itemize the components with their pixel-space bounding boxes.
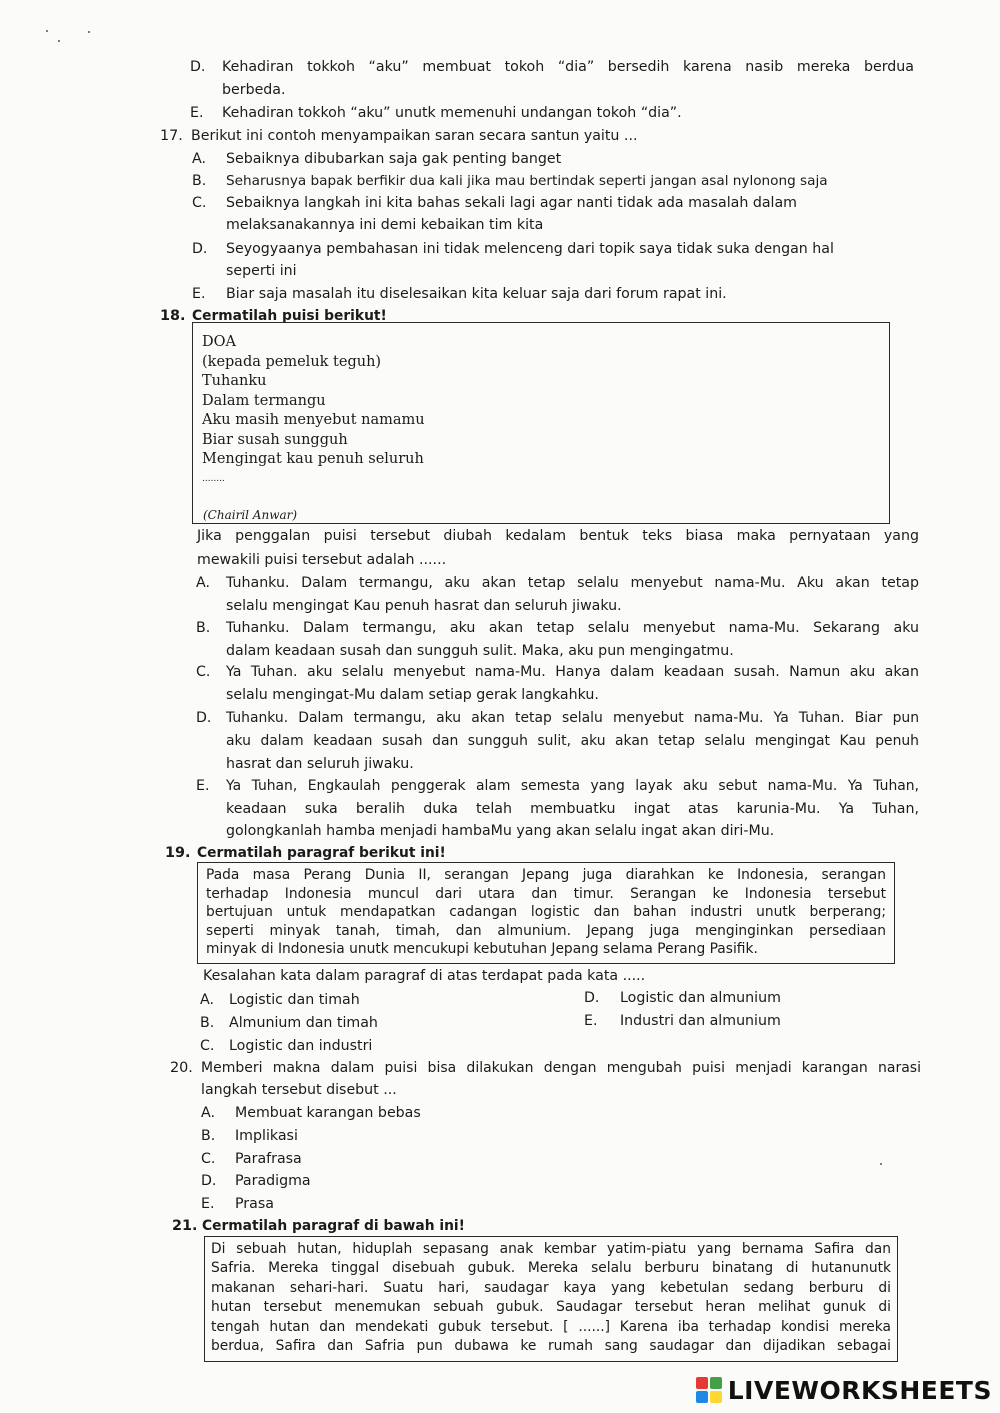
paragraph-line: tengah hutan dan mendekati gubuk tersebut. [ ......] Karena iba terhadap kondisi mereka: [211, 1318, 891, 1335]
q21-number: 21.: [172, 1218, 198, 1234]
q18-heading: Cermatilah puisi berikut!: [192, 308, 387, 324]
q18-option-c-label: C.: [196, 664, 211, 680]
q18-option-b-label: B.: [196, 620, 211, 636]
q16-option-d-text: Kehadiran tokkoh “aku” membuat tokoh “dia” bersedih karena nasib mereka berdua: [222, 59, 914, 75]
q19-option-d-label: D.: [584, 990, 600, 1006]
q18-option-d-text: Tuhanku. Dalam termangu, aku akan tetap selalu menyebut nama-Mu. Ya Tuhan. Biar pun: [226, 710, 919, 726]
q17-option-d-label: D.: [192, 241, 208, 257]
q18-option-d-label: D.: [196, 710, 212, 726]
logo-square: [710, 1377, 722, 1389]
q17-stem: Berikut ini contoh menyampaikan saran secara santun yaitu ...: [191, 128, 638, 144]
q16-option-e-label: E.: [190, 105, 204, 121]
poem-dedication: (kepada pemeluk teguh): [202, 353, 382, 370]
q18-option-c-text: Ya Tuhan. aku selalu menyebut nama-Mu. Hanya dalam keadaan susah. Namun aku akan: [226, 664, 919, 680]
q17-option-c-text-cont: melaksanakannya ini demi kebaikan tim kita: [226, 217, 544, 233]
q18-stem: Jika penggalan puisi tersebut diubah kedalam bentuk teks biasa maka pernyataan yang: [197, 528, 919, 544]
poem-line: Biar susah sungguh: [202, 431, 348, 448]
q19-option-d-text: Logistic dan almunium: [620, 990, 781, 1006]
logo-square: [696, 1391, 708, 1403]
scan-speck: [880, 1163, 882, 1165]
q20-option-c-label: C.: [201, 1151, 216, 1167]
q18-option-a-label: A.: [196, 575, 210, 591]
scan-speck: [58, 40, 60, 42]
paragraph-line: Di sebuah hutan, hiduplah sepasang anak kembar yatim-piatu yang bernama Safira dan: [211, 1241, 891, 1257]
q20-option-b-label: B.: [201, 1128, 216, 1144]
q19-option-a-text: Logistic dan timah: [229, 992, 360, 1008]
q18-option-a-text: Tuhanku. Dalam termangu, aku akan tetap selalu menyebut nama-Mu. Aku akan tetap: [226, 575, 919, 591]
q18-option-d-text-cont2: hasrat dan seluruh jiwaku.: [226, 756, 414, 772]
q18-poem-box: [192, 322, 890, 524]
scan-speck: [46, 30, 48, 32]
paragraph-line: seperti minyak tanah, timah, dan almunium. Jepang juga menginginkan persediaan: [206, 922, 886, 939]
paragraph-line: terhadap Indonesia muncul dari utara dan timur. Serangan ke Indonesia tersebut: [206, 885, 886, 902]
q19-option-e-text: Industri dan almunium: [620, 1013, 781, 1029]
q19-option-b-text: Almunium dan timah: [229, 1015, 378, 1031]
poem-line: Tuhanku: [202, 373, 267, 389]
q20-option-e-label: E.: [201, 1196, 215, 1212]
poem-line: Dalam termangu: [202, 392, 326, 409]
q21-heading: Cermatilah paragraf di bawah ini!: [202, 1218, 465, 1234]
q19-option-e-label: E.: [584, 1013, 598, 1029]
q17-option-d-text-cont: seperti ini: [226, 263, 297, 279]
q18-option-a-text-cont: selalu mengingat Kau penuh hasrat dan seluruh jiwaku.: [226, 598, 622, 614]
q21-paragraph-box: [204, 1236, 898, 1362]
q19-stem: Kesalahan kata dalam paragraf di atas terdapat pada kata .....: [203, 968, 646, 984]
q17-option-c-label: C.: [192, 195, 207, 211]
q20-option-a-label: A.: [201, 1105, 215, 1121]
q19-paragraph-box: [197, 862, 895, 964]
paragraph-line: hutan tersebut menemukan sebuah gubuk. Saudagar tersebut heran melihat gunuk di: [211, 1299, 891, 1316]
q18-number: 18.: [160, 308, 186, 324]
paragraph-line: Safria. Mereka tinggal disebuah gubuk. Mereka selalu berburu binatang di hutanunutk: [211, 1260, 891, 1277]
paragraph-line: bertujuan untuk mendapatkan cadangan logistic dan bahan industri unutk berperang;: [206, 904, 886, 921]
q17-option-e-text: Biar saja masalah itu diselesaikan kita keluar saja dari forum rapat ini.: [226, 286, 727, 302]
q18-option-e-text: Ya Tuhan, Engkaulah penggerak alam semesta yang layak aku sebut nama-Mu. Ya Tuhan,: [226, 778, 919, 794]
q16-option-e-text: Kehadiran tokkoh “aku” unutk memenuhi undangan tokoh “dia”.: [222, 105, 682, 121]
paragraph-line: berdua, Safira dan Safria pun dubawa ke rumah sang saudagar dan dijadikan sebagai: [211, 1338, 891, 1355]
q17-option-e-label: E.: [192, 286, 206, 302]
q20-stem: Memberi makna dalam puisi bisa dilakukan dengan mengubah puisi menjadi karangan narasi: [201, 1060, 921, 1076]
q18-option-e-text-cont2: golongkanlah hamba menjadi hambaMu yang akan selalu ingat akan diri-Mu.: [226, 823, 775, 839]
q19-option-b-label: B.: [200, 1015, 215, 1031]
q20-option-d-text: Paradigma: [235, 1173, 311, 1189]
scan-speck: [88, 31, 90, 33]
poem-ellipsis: ........: [202, 473, 225, 484]
q20-option-e-text: Prasa: [235, 1196, 274, 1212]
q17-option-c-text: Sebaiknya langkah ini kita bahas sekali lagi agar nanti tidak ada masalah dalam: [226, 195, 797, 211]
poem-line: Mengingat kau penuh seluruh: [202, 451, 424, 467]
q18-stem-cont: mewakili puisi tersebut adalah ......: [197, 552, 447, 568]
q17-option-d-text: Seyogyaanya pembahasan ini tidak melenceng dari topik saya tidak suka dengan hal: [226, 241, 834, 257]
q18-option-c-text-cont: selalu mengingat-Mu dalam setiap gerak langkahku.: [226, 687, 599, 703]
liveworksheets-logo-icon: [696, 1377, 722, 1403]
q16-option-d-text-cont: berbeda.: [222, 82, 286, 98]
q20-stem-cont: langkah tersebut disebut ...: [201, 1082, 397, 1098]
q18-option-e-text-cont: keadaan suka beralih duka telah membuatku ingat atas karunia-Mu. Ya Tuhan,: [226, 801, 919, 817]
q20-option-c-text: Parafrasa: [235, 1151, 302, 1167]
q19-option-a-label: A.: [200, 992, 214, 1008]
q19-number: 19.: [165, 845, 191, 861]
paragraph-line: makanan sehari-hari. Suatu hari, saudagar kaya yang kebetulan sedang berburu di: [211, 1279, 891, 1296]
q18-option-d-text-cont: aku dalam keadaan susah dan sungguh sulit, aku akan tetap selalu mengingat Kau penuh: [226, 733, 919, 749]
poem-line: Aku masih menyebut namamu: [202, 412, 425, 428]
logo-square: [710, 1391, 722, 1403]
q20-option-a-text: Membuat karangan bebas: [235, 1105, 421, 1121]
q18-option-b-text-cont: dalam keadaan susah dan sungguh sulit. Maka, aku pun mengingatmu.: [226, 643, 734, 659]
liveworksheets-watermark: [696, 1373, 992, 1407]
q20-number: 20.: [170, 1060, 193, 1076]
q19-option-c-label: C.: [200, 1038, 215, 1054]
q17-number: 17.: [160, 128, 183, 144]
watermark-text: LIVEWORKSHEETS: [727, 1375, 992, 1405]
q19-heading: Cermatilah paragraf berikut ini!: [197, 845, 446, 861]
poem-title: DOA: [202, 334, 236, 350]
q20-option-d-label: D.: [201, 1173, 217, 1189]
q17-option-b-text: Seharusnya bapak berfikir dua kali jika mau bertindak seperti jangan asal nylonong saja: [226, 173, 828, 189]
logo-square: [696, 1377, 708, 1389]
paragraph-line: minyak di Indonesia unutk mencukupi kebutuhan Jepang selama Perang Pasifik.: [206, 941, 758, 958]
q20-option-b-text: Implikasi: [235, 1128, 298, 1144]
q17-option-b-label: B.: [192, 173, 207, 189]
poem-credit: (Chairil Anwar): [203, 508, 298, 522]
q18-option-b-text: Tuhanku. Dalam termangu, aku akan tetap selalu menyebut nama-Mu. Sekarang aku: [226, 620, 919, 636]
q17-option-a-label: A.: [192, 151, 206, 167]
q16-option-d-label: D.: [190, 59, 206, 75]
q17-option-a-text: Sebaiknya dibubarkan saja gak penting banget: [226, 151, 562, 167]
paragraph-line: Pada masa Perang Dunia II, serangan Jepang juga diarahkan ke Indonesia, serangan: [206, 867, 886, 883]
q19-option-c-text: Logistic dan industri: [229, 1038, 373, 1054]
q18-option-e-label: E.: [196, 778, 210, 794]
